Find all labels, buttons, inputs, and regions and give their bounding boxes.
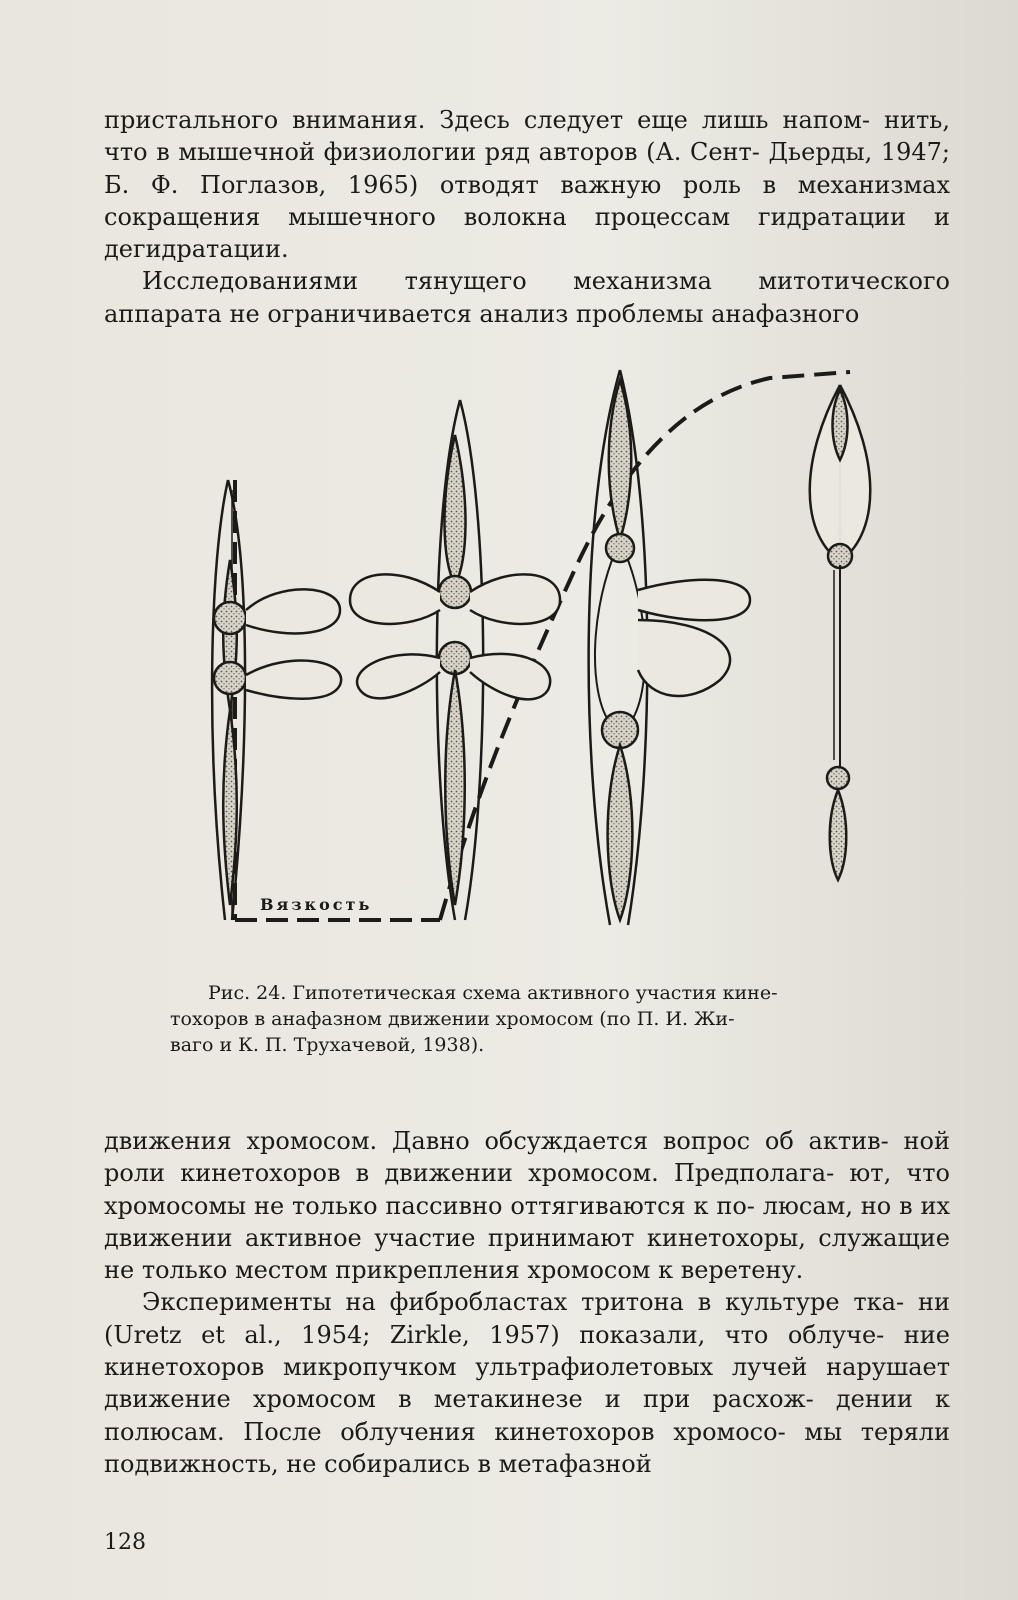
text-line: аппарата не ограничивается анализ проблемы анафазного xyxy=(104,299,860,328)
text-line: пристального внимания. Здесь следует еще лишь напом- xyxy=(104,106,871,134)
spindle-4 xyxy=(810,385,871,880)
text-line: дении к полюсам. После облучения кинетохоров хромосо- xyxy=(104,1385,950,1446)
chromosome-diagram-svg xyxy=(150,360,970,950)
paragraph-3 xyxy=(104,1125,950,1286)
text-line: ют, что хромосомы не только пассивно оттягиваются к по- xyxy=(104,1159,950,1220)
paragraph-1 xyxy=(104,104,950,265)
text-line: ной роли кинетохоров в движении хромосом. Предполага- xyxy=(104,1127,950,1188)
text-line: Исследованиями тянущего механизма митотического xyxy=(142,267,950,296)
caption-line: тохоров в анафазном движении хромосом (по П. И. Жи- xyxy=(170,1008,735,1030)
text-line: Эксперименты на фибробластах тритона в культуре тка- xyxy=(142,1288,905,1317)
caption-line: Рис. 24. Гипотетическая схема активного участия кине- xyxy=(208,982,778,1004)
text-line: люсам, но в их движении активное участие принимают xyxy=(104,1191,950,1252)
paragraph-2 xyxy=(104,265,950,330)
text-line: хромосом к веретену. xyxy=(527,1256,804,1285)
figure-label: Вязкость xyxy=(260,895,373,914)
text-line: движения хромосом. Давно обсуждается вопрос об актив- xyxy=(104,1127,889,1155)
text-line: в механизмах сокращения мышечного волокна процессам xyxy=(104,170,950,231)
figure-caption xyxy=(170,980,910,1058)
text-line: кинетохоры, служащие не только местом прикрепления xyxy=(104,1223,950,1285)
top-text-block xyxy=(104,104,950,330)
caption-line: ваго и К. П. Трухачевой, 1938). xyxy=(170,1034,485,1056)
text-line: мы теряли подвижность, не собирались в метафазной xyxy=(104,1417,950,1478)
viscosity-axis xyxy=(235,480,440,920)
figure-24-diagram xyxy=(150,360,970,950)
page-number: 128 xyxy=(104,1530,146,1555)
text-line: ни (Uretz et al., 1954; Zirkle, 1957) показали, что облуче- xyxy=(104,1288,950,1349)
spindle-1 xyxy=(212,480,341,920)
text-line: нарушает движение хромосом в метакинезе и при расхож- xyxy=(104,1353,950,1414)
text-line: ние кинетохоров микропучком ультрафиолетовых лучей xyxy=(104,1320,950,1382)
text-line: гидратации и дегидратации. xyxy=(104,202,950,264)
spindle-3 xyxy=(589,370,750,925)
spindle-2 xyxy=(350,400,560,920)
bottom-text-block xyxy=(104,1125,950,1480)
paragraph-4 xyxy=(104,1286,950,1480)
text-line: нить, что в мышечной физиологии ряд авторов (А. Сент- xyxy=(104,106,950,167)
text-line: Дьерды, 1947; Б. Ф. Поглазов, 1965) отводят важную роль xyxy=(104,138,950,199)
